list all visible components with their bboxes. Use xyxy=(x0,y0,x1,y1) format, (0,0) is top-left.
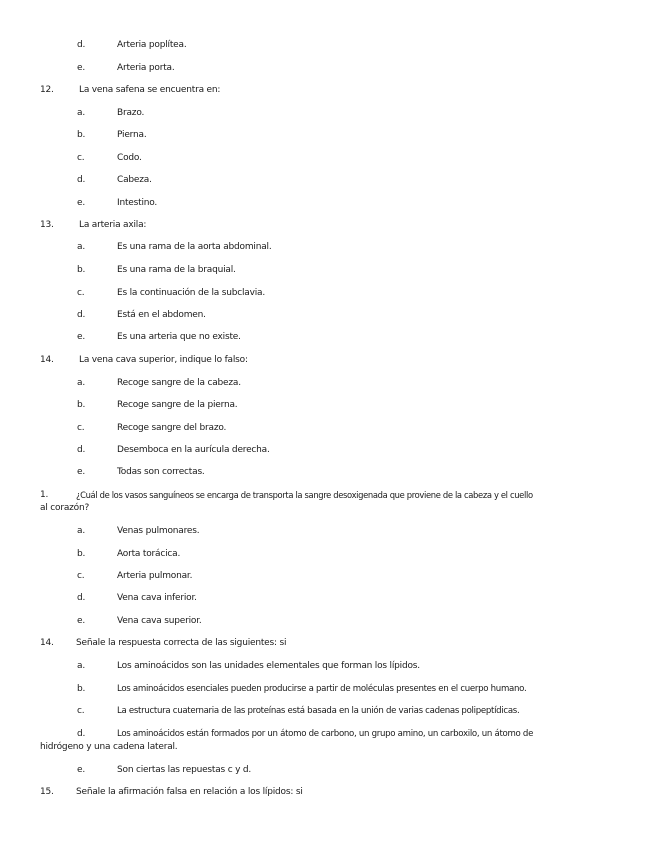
option-letter: b. xyxy=(77,684,86,694)
option-text: Recoge sangre del brazo. xyxy=(117,423,227,433)
option-letter: c. xyxy=(77,423,85,433)
option-text: Es una arteria que no existe. xyxy=(117,332,241,342)
option-letter: d. xyxy=(77,310,86,320)
option-text: Arteria poplítea. xyxy=(117,40,187,50)
option-text: Es la continuación de la subclavia. xyxy=(117,288,266,298)
question-text-continuation: al corazón? xyxy=(40,503,90,513)
option-letter: e. xyxy=(77,332,85,342)
option-text: Vena cava inferior. xyxy=(117,593,197,603)
question-number: 1. xyxy=(40,490,49,500)
question-text: Señale la afirmación falsa en relación a los lípidos: si xyxy=(76,787,303,797)
option-letter: b. xyxy=(77,265,86,275)
option-letter: a. xyxy=(77,108,85,118)
option-text: Arteria porta. xyxy=(117,63,175,73)
option-text: Pierna. xyxy=(117,130,147,140)
question-text: La arteria axila: xyxy=(79,220,147,230)
question-text: ¿Cuál de los vasos sanguíneos se encarga de transporta la sangre desoxigenada que proviene de la cabeza y el cuello xyxy=(76,490,533,500)
question-number: 12. xyxy=(40,85,54,95)
option-text: Los aminoácidos están formados por un átomo de carbono, un grupo amino, un carboxilo, un átomo de xyxy=(117,729,534,739)
question-number: 15. xyxy=(40,787,54,797)
option-text: Los aminoácidos esenciales pueden producirse a partir de moléculas presentes en el cuerpo humano. xyxy=(117,684,527,694)
option-letter: b. xyxy=(77,130,86,140)
option-letter: d. xyxy=(77,175,86,185)
option-text: Cabeza. xyxy=(117,175,152,185)
option-text-continuation: hidrógeno y una cadena lateral. xyxy=(40,742,178,752)
option-letter: a. xyxy=(77,242,85,252)
option-text: Aorta torácica. xyxy=(117,549,181,559)
option-text: Todas son correctas. xyxy=(117,467,205,477)
question-text: La vena cava superior, indique lo falso: xyxy=(79,355,248,365)
option-letter: d. xyxy=(77,40,86,50)
option-text: Codo. xyxy=(117,153,142,163)
option-text: Desemboca en la aurícula derecha. xyxy=(117,445,270,455)
question-number: 14. xyxy=(40,355,54,365)
option-text: Venas pulmonares. xyxy=(117,526,200,536)
option-letter: e. xyxy=(77,198,85,208)
option-letter: a. xyxy=(77,378,85,388)
option-letter: e. xyxy=(77,616,85,626)
question-text: Señale la respuesta correcta de las siguientes: si xyxy=(76,638,287,648)
option-letter: a. xyxy=(77,661,85,671)
option-text: Es una rama de la aorta abdominal. xyxy=(117,242,272,252)
option-letter: e. xyxy=(77,765,85,775)
option-text: Intestino. xyxy=(117,198,158,208)
option-text: Brazo. xyxy=(117,108,145,118)
option-text: Es una rama de la braquial. xyxy=(117,265,236,275)
option-text: La estructura cuaternaria de las proteínas está basada en la unión de varias cadenas polipeptídicas. xyxy=(117,706,520,716)
option-letter: b. xyxy=(77,400,86,410)
option-text: Son ciertas las repuestas c y d. xyxy=(117,765,252,775)
option-letter: c. xyxy=(77,571,85,581)
question-text: La vena safena se encuentra en: xyxy=(79,85,221,95)
option-letter: e. xyxy=(77,467,85,477)
option-letter: c. xyxy=(77,706,85,716)
option-text: Recoge sangre de la cabeza. xyxy=(117,378,241,388)
option-letter: c. xyxy=(77,153,85,163)
option-text: Recoge sangre de la pierna. xyxy=(117,400,238,410)
option-letter: d. xyxy=(77,593,86,603)
question-number: 14. xyxy=(40,638,54,648)
option-text: Vena cava superior. xyxy=(117,616,202,626)
option-text: Arteria pulmonar. xyxy=(117,571,193,581)
option-letter: d. xyxy=(77,729,86,739)
question-number: 13. xyxy=(40,220,54,230)
option-letter: c. xyxy=(77,288,85,298)
option-text: Los aminoácidos son las unidades elementales que forman los lípidos. xyxy=(117,661,420,671)
option-text: Está en el abdomen. xyxy=(117,310,206,320)
option-letter: a. xyxy=(77,526,85,536)
option-letter: d. xyxy=(77,445,86,455)
option-letter: e. xyxy=(77,63,85,73)
option-letter: b. xyxy=(77,549,86,559)
